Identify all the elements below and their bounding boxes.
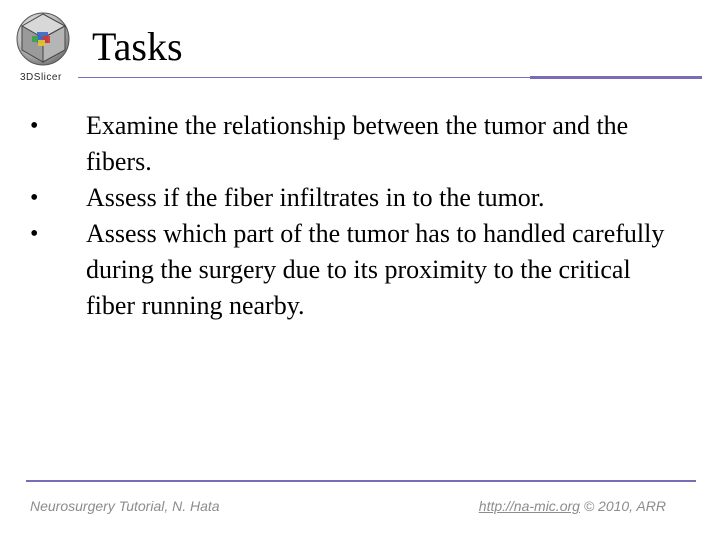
title-divider-thick [530,76,702,79]
bullet-icon: • [30,113,39,139]
footer-author: Neurosurgery Tutorial, N. Hata [30,498,220,514]
slide-title: Tasks [92,24,183,69]
bullet-text: Examine the relationship between the tumor and the fibers. [86,111,629,176]
bullet-text: Assess which part of the tumor has to handled carefully during the surgery due to its proximity to the critical fiber running nearby. [86,219,665,320]
slicer-logo [8,6,78,86]
footer-credits [479,498,666,514]
na-mic-link[interactable]: http://na-mic.org [478,498,580,514]
title-divider-thin [78,77,530,78]
copyright-text: © 2010, ARR [579,498,666,514]
bullet-icon: • [30,221,39,247]
3dslicer-logo-icon [10,6,76,68]
list-item [0,108,720,180]
footer-divider [26,480,696,482]
list-item [0,180,720,216]
list-item [0,216,720,324]
logo-text: 3DSlicer [20,72,62,83]
bullet-text: Assess if the fiber infiltrates in to the tumor. [86,183,545,212]
task-bullet-list [0,108,720,324]
bullet-icon: • [30,185,39,211]
